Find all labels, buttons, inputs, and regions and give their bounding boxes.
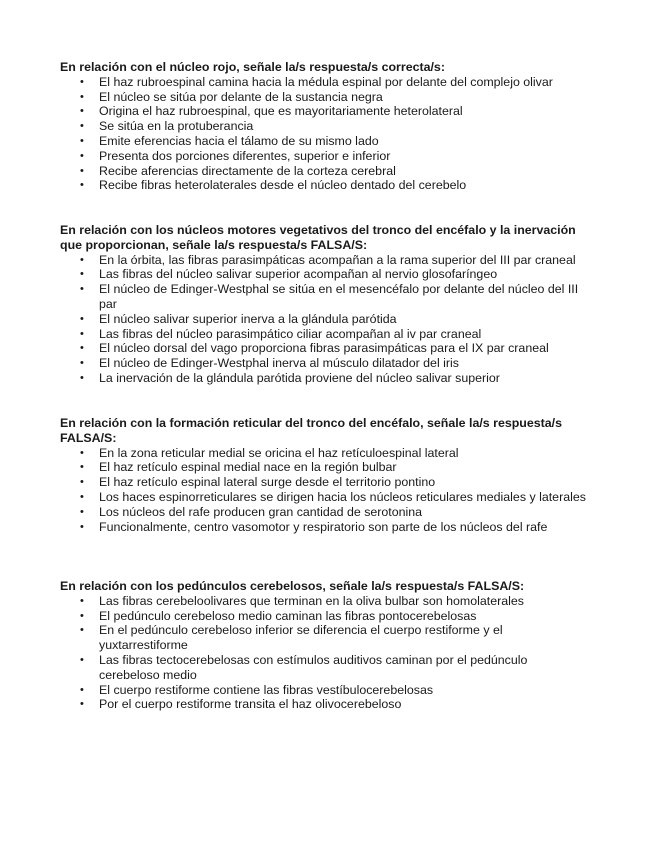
list-item bbox=[60, 282, 590, 312]
list-item bbox=[60, 475, 590, 490]
bullet-icon: • bbox=[80, 134, 84, 147]
option-text: El haz retículo espinal lateral surge desde el territorio pontino bbox=[99, 475, 436, 490]
options-list bbox=[60, 253, 590, 386]
question-heading: En relación con los pedúnculos cerebelosos, señale la/s respuesta/s FALSA/S: bbox=[60, 579, 525, 593]
bullet-icon: • bbox=[80, 461, 84, 474]
option-text: Emite eferencias hacia el tálamo de su mismo lado bbox=[99, 133, 379, 148]
bullet-icon: • bbox=[80, 505, 84, 518]
option-text: El núcleo dorsal del vago proporciona fibras parasimpáticas para el IX par craneal bbox=[99, 341, 549, 356]
bullet-icon: • bbox=[80, 594, 84, 607]
list-item bbox=[60, 90, 553, 105]
bullet-icon: • bbox=[80, 446, 84, 459]
question-heading: En relación con los núcleos motores vegetativos del tronco del encéfalo y la inervación que proporcionan, señale la/s respuesta/s FALSA/S: bbox=[60, 223, 576, 252]
list-item bbox=[60, 253, 590, 268]
bullet-icon: • bbox=[80, 520, 84, 533]
question-block-reticular bbox=[60, 416, 590, 534]
option-text: Recibe aferencias directamente de la corteza cerebral bbox=[99, 163, 396, 178]
list-item bbox=[60, 460, 590, 475]
question-block-rojo bbox=[60, 60, 553, 193]
bullet-icon: • bbox=[80, 624, 84, 637]
option-text: Las fibras tectocerebelosas con estímulos auditivos caminan por el pedúnculo cerebeloso medio bbox=[99, 652, 528, 682]
question-heading: En relación con la formación reticular del tronco del encéfalo, señale la/s respuesta/s FALSA/S: bbox=[60, 416, 562, 445]
bullet-icon: • bbox=[80, 179, 84, 192]
bullet-icon: • bbox=[80, 609, 84, 622]
bullet-icon: • bbox=[80, 253, 84, 266]
option-text: Los haces espinorreticulares se dirigen hacia los núcleos reticulares mediales y laterales bbox=[99, 489, 586, 504]
bullet-icon: • bbox=[80, 683, 84, 696]
option-text: El núcleo de Edinger-Westphal se sitúa en el mesencéfalo por delante del núcleo del III par bbox=[99, 282, 579, 311]
bullet-icon: • bbox=[80, 120, 84, 133]
list-item bbox=[60, 609, 590, 624]
option-text: Los núcleos del rafe producen gran cantidad de serotonina bbox=[99, 504, 423, 519]
bullet-icon: • bbox=[80, 490, 84, 503]
bullet-icon: • bbox=[80, 476, 84, 489]
option-text: Las fibras cerebeloolivares que terminan en la oliva bulbar son homolaterales bbox=[99, 593, 524, 608]
list-item bbox=[60, 446, 590, 461]
bullet-icon: • bbox=[80, 90, 84, 103]
list-item bbox=[60, 505, 590, 520]
list-item bbox=[60, 178, 553, 193]
list-item bbox=[60, 149, 553, 164]
option-text: En el pedúnculo cerebeloso inferior se diferencia el cuerpo restiforme y el yuxtarrestiforme bbox=[99, 623, 503, 653]
bullet-icon: • bbox=[80, 357, 84, 370]
option-text: Por el cuerpo restiforme transita el haz olivocerebeloso bbox=[99, 697, 402, 712]
option-text: Recibe fibras heterolaterales desde el núcleo dentado del cerebelo bbox=[99, 178, 467, 193]
option-text: Presenta dos porciones diferentes, superior e inferior bbox=[99, 148, 391, 163]
bullet-icon: • bbox=[80, 698, 84, 711]
bullet-icon: • bbox=[80, 105, 84, 118]
list-item bbox=[60, 119, 553, 134]
bullet-icon: • bbox=[80, 75, 84, 88]
option-text: Funcionalmente, centro vasomotor y respiratorio son parte de los núcleos del rafe bbox=[99, 519, 548, 534]
options-list bbox=[60, 594, 590, 712]
option-text: Origina el haz rubroespinal, que es mayoritariamente heterolateral bbox=[99, 104, 463, 119]
bullet-icon: • bbox=[80, 342, 84, 355]
option-text: Se sitúa en la protuberancia bbox=[99, 119, 254, 134]
options-list bbox=[60, 75, 553, 193]
list-item bbox=[60, 341, 590, 356]
option-text: El núcleo de Edinger-Westphal inerva al músculo dilatador del iris bbox=[99, 356, 459, 371]
list-item bbox=[60, 312, 590, 327]
list-item bbox=[60, 623, 590, 653]
option-text: El pedúnculo cerebeloso medio caminan las fibras pontocerebelosas bbox=[99, 608, 477, 623]
option-text: Las fibras del núcleo parasimpático ciliar acompañan al iv par craneal bbox=[99, 326, 482, 341]
option-text: En la órbita, las fibras parasimpáticas acompañan a la rama superior del III par craneal bbox=[99, 252, 576, 267]
list-item bbox=[60, 490, 590, 505]
bullet-icon: • bbox=[80, 371, 84, 384]
list-item bbox=[60, 683, 590, 698]
bullet-icon: • bbox=[80, 653, 84, 666]
option-text: Las fibras del núcleo salivar superior acompañan al nervio glosofaríngeo bbox=[99, 267, 498, 282]
bullet-icon: • bbox=[80, 149, 84, 162]
list-item bbox=[60, 75, 553, 90]
bullet-icon: • bbox=[80, 312, 84, 325]
list-item bbox=[60, 267, 590, 282]
option-text: En la zona reticular medial se oricina el haz retículoespinal lateral bbox=[99, 445, 459, 460]
option-text: El cuerpo restiforme contiene las fibras vestíbulocerebelosas bbox=[99, 682, 434, 697]
bullet-icon: • bbox=[80, 327, 84, 340]
bullet-icon: • bbox=[80, 164, 84, 177]
question-block-vegetativos bbox=[60, 223, 590, 386]
list-item bbox=[60, 356, 590, 371]
option-text: La inervación de la glándula parótida proviene del núcleo salivar superior bbox=[99, 370, 500, 385]
option-text: El núcleo salivar superior inerva a la glándula parótida bbox=[99, 311, 397, 326]
option-text: El núcleo se sitúa por delante de la sustancia negra bbox=[99, 89, 383, 104]
list-item bbox=[60, 520, 590, 535]
list-item bbox=[60, 697, 590, 712]
list-item bbox=[60, 327, 590, 342]
list-item bbox=[60, 164, 553, 179]
list-item bbox=[60, 594, 590, 609]
list-item bbox=[60, 134, 553, 149]
question-block-pedunculos bbox=[60, 579, 590, 712]
option-text: El haz rubroespinal camina hacia la médula espinal por delante del complejo olivar bbox=[99, 74, 553, 89]
options-list bbox=[60, 446, 590, 535]
bullet-icon: • bbox=[80, 283, 84, 296]
list-item bbox=[60, 371, 590, 386]
option-text: El haz retículo espinal medial nace en la región bulbar bbox=[99, 460, 397, 475]
list-item bbox=[60, 104, 553, 119]
question-heading: En relación con el núcleo rojo, señale la/s respuesta/s correcta/s: bbox=[60, 60, 445, 74]
bullet-icon: • bbox=[80, 268, 84, 281]
list-item bbox=[60, 653, 590, 683]
